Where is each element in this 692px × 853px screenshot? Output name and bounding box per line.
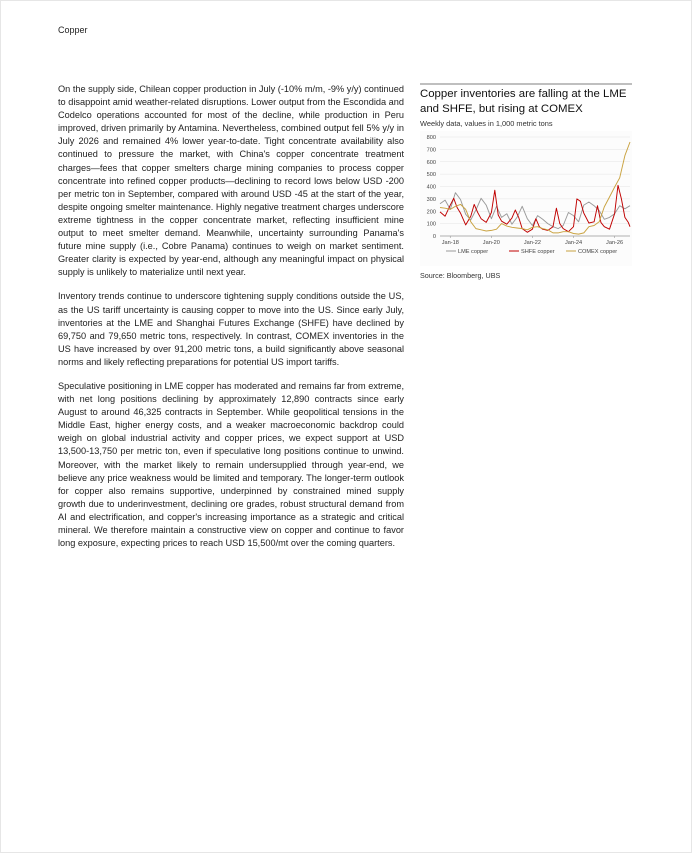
y-tick-label: 100: [426, 221, 436, 228]
y-tick-label: 600: [426, 159, 436, 166]
y-tick-label: 400: [426, 184, 436, 191]
figure-top-rule: [420, 83, 632, 85]
paragraph-positioning: Speculative positioning in LME copper has moderated and remains far from extreme, with net long positions declining by approximately 12,890 contracts since early August to around 46,325 contracts in September. While geopolitical tensions in the Middle East, higher energy costs, and a weaker macroeconomic backdrop could weigh on global industrial activity and copper prices, we expect support at USD 13,500-13,750 per metric ton, even if speculative long positions continue to unwind. Moreover, with the market likely to remain undersupplied through year-end, we believe any price weakness would be limited and temporary. The longer-term outlook for copper also remains supportive, underpinned by constrained mined supply growth due to underinvestment, declining ore grades, robust structural demand from AI and electrification, and copper's increasing importance as a strategic and critical mineral. We therefore maintain a constructive view on copper and continue to favor long exposure, expecting prices to reach USD 15,500/mt over the coming quarters.: [58, 380, 404, 549]
inventory-figure: [420, 83, 632, 280]
x-tick-label: Jan-18: [441, 240, 459, 246]
x-tick-label: Jan-26: [606, 240, 624, 246]
x-tick-label: Jan-20: [482, 240, 500, 246]
body-text-column: [58, 83, 404, 561]
x-tick-label: Jan-22: [523, 240, 541, 246]
y-tick-label: 500: [426, 172, 436, 179]
paragraph-inventory: Inventory trends continue to underscore tightening supply conditions outside the US, as the US tariff uncertainty is causing copper to move into the US. Since early July, inventories at the LME and Shanghai Futures Exchange (SHFE) have declined by 69,750 and 79,650 metric tons, respectively. In contrast, COMEX inventories in the US have increased by over 91,200 metric tons, a build significantly above seasonal norms and likely reflecting preparations for potential US import tariffs.: [58, 291, 404, 367]
legend-label: COMEX copper: [578, 249, 618, 255]
y-tick-label: 700: [426, 147, 436, 154]
figure-subtitle: Weekly data, values in 1,000 metric tons: [420, 119, 553, 128]
y-tick-label: 300: [426, 196, 436, 203]
legend-label: LME copper: [458, 249, 489, 255]
legend-label: SHFE copper: [521, 249, 555, 255]
figure-title: Copper inventories are falling at the LME and SHFE, but rising at COMEX: [420, 88, 627, 115]
chart-container: [420, 131, 632, 266]
y-tick-label: 200: [426, 209, 436, 216]
y-tick-label: 0: [432, 234, 436, 240]
running-header: Copper: [58, 25, 88, 35]
paragraph-supply: On the supply side, Chilean copper production in July (-10% m/m, -9% y/y) continued to disappoint amid weather-related disruptions. Lower output from the Escondida and Codelco operations accounted for most of the decline, while production in Peru improved, driven primarily by Antamina. Nevertheless, combined output fell 5% y/y in July 2026 and remained 4% lower year-to-date. Tight concentrate availability also continued to pressure the market, with China's copper concentrate treatment charges—fees that copper smelters charge mining companies to process copper concentrate into refined copper products—declining to record lows below USD -200 per metric ton in September, compared with around USD -45 at the start of the year, despite ongoing smelter maintenance. Highly negative treatment charges underscore extreme tightness in the copper concentrate market, reflecting insufficient mine output to meet smelter demand. Meanwhile, uncertainty surrounding Panama's future mine supply (i.e., Cobre Panama) continues to weigh on market sentiment. Greater clarity is expected by year-end, although any meaningful impact on physical supply is unlikely to materialize until next year.: [58, 84, 404, 278]
x-tick-label: Jan-24: [564, 240, 583, 246]
y-tick-label: 800: [426, 135, 436, 141]
inventory-line-chart: [420, 131, 632, 261]
series-line-shfe-copper: [440, 185, 630, 232]
figure-source: Source: Bloomberg, UBS: [420, 271, 501, 280]
